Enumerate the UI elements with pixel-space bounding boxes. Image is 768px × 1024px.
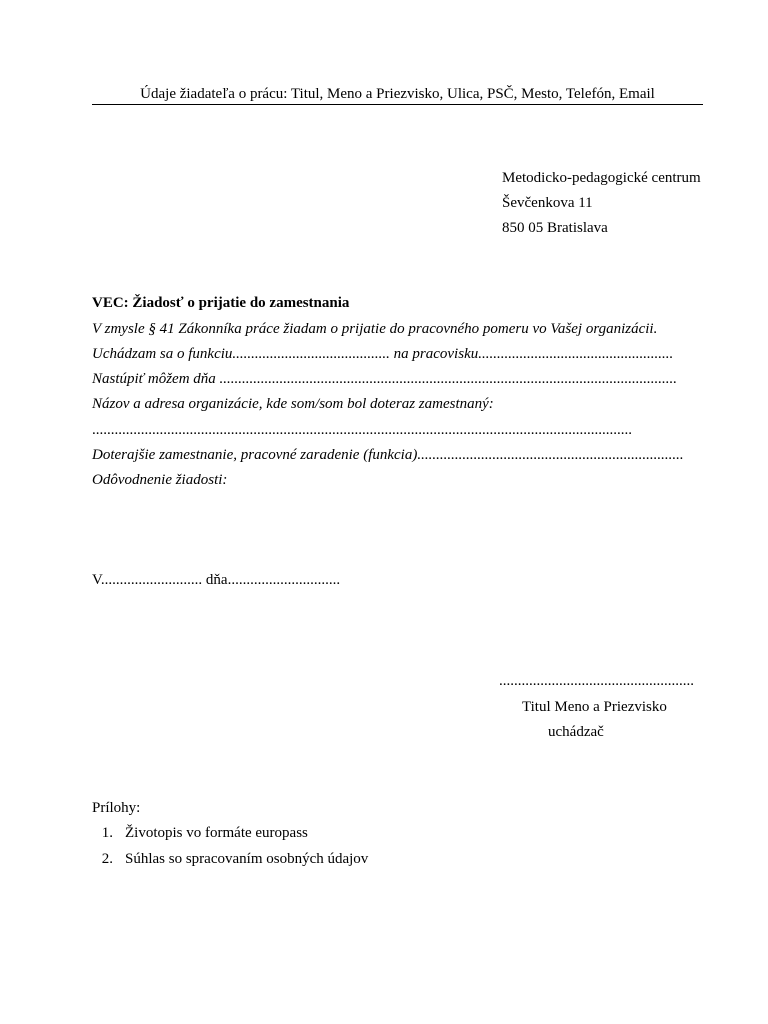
apply-line <box>92 345 673 363</box>
attachment-text: Životopis vo formáte europass <box>125 825 308 841</box>
date-label: dňa <box>202 572 228 588</box>
applicant-header: Údaje žiadateľa o prácu: Titul, Meno a Priezvisko, Ulica, PSČ, Mesto, Telefón, Email <box>92 85 703 105</box>
attachment-number: 2. <box>101 851 113 867</box>
apply-dots-a: .......................................... <box>232 346 390 362</box>
apply-label-a: Uchádzam sa o funkciu <box>92 346 233 362</box>
date-dots: .............................. <box>227 572 341 588</box>
attachment-item <box>91 824 308 842</box>
org-dots: ................................................................................................................................................ <box>92 422 632 438</box>
start-label: Nastúpiť môžem dňa <box>92 371 220 387</box>
recipient-name: Metodicko-pedagogické centrum <box>502 170 701 186</box>
prev-line <box>92 446 684 464</box>
apply-dots-b: .................................................... <box>478 346 674 362</box>
signature-name: Titul Meno a Priezvisko <box>522 699 667 715</box>
recipient-street: Ševčenkova 11 <box>502 195 593 211</box>
start-dots: .......................................................................................................................... <box>219 371 678 387</box>
place-label: V <box>92 572 101 588</box>
signature-dots: .................................................... <box>499 673 694 689</box>
attachments-label: Prílohy: <box>92 800 141 816</box>
attachment-number: 1. <box>101 825 113 841</box>
org-label: Názov a adresa organizácie, kde som/som bol doteraz zamestnaný: <box>92 396 494 412</box>
attachment-item <box>91 850 368 868</box>
subject-text: Žiadosť o prijatie do zamestnania <box>128 295 350 311</box>
place-dots: ........................... <box>100 572 203 588</box>
prev-dots: ....................................................................... <box>417 447 684 463</box>
prev-label: Doterajšie zamestnanie, pracovné zaradenie (funkcia) <box>92 447 418 463</box>
start-line <box>92 370 677 388</box>
intro-text: V zmysle § 41 Zákonníka práce žiadam o prijatie do pracovného pomeru vo Vašej organizácii. <box>92 321 658 337</box>
attachment-text: Súhlas so spracovaním osobných údajov <box>125 851 369 867</box>
place-date-line <box>92 571 340 589</box>
reason-label: Odôvodnenie žiadosti: <box>92 472 228 488</box>
subject-line <box>92 294 349 312</box>
signature-role: uchádzač <box>548 724 604 740</box>
apply-label-b: na pracovisku <box>389 346 479 362</box>
recipient-city: 850 05 Bratislava <box>502 220 608 236</box>
subject-prefix: VEC: <box>92 295 129 311</box>
